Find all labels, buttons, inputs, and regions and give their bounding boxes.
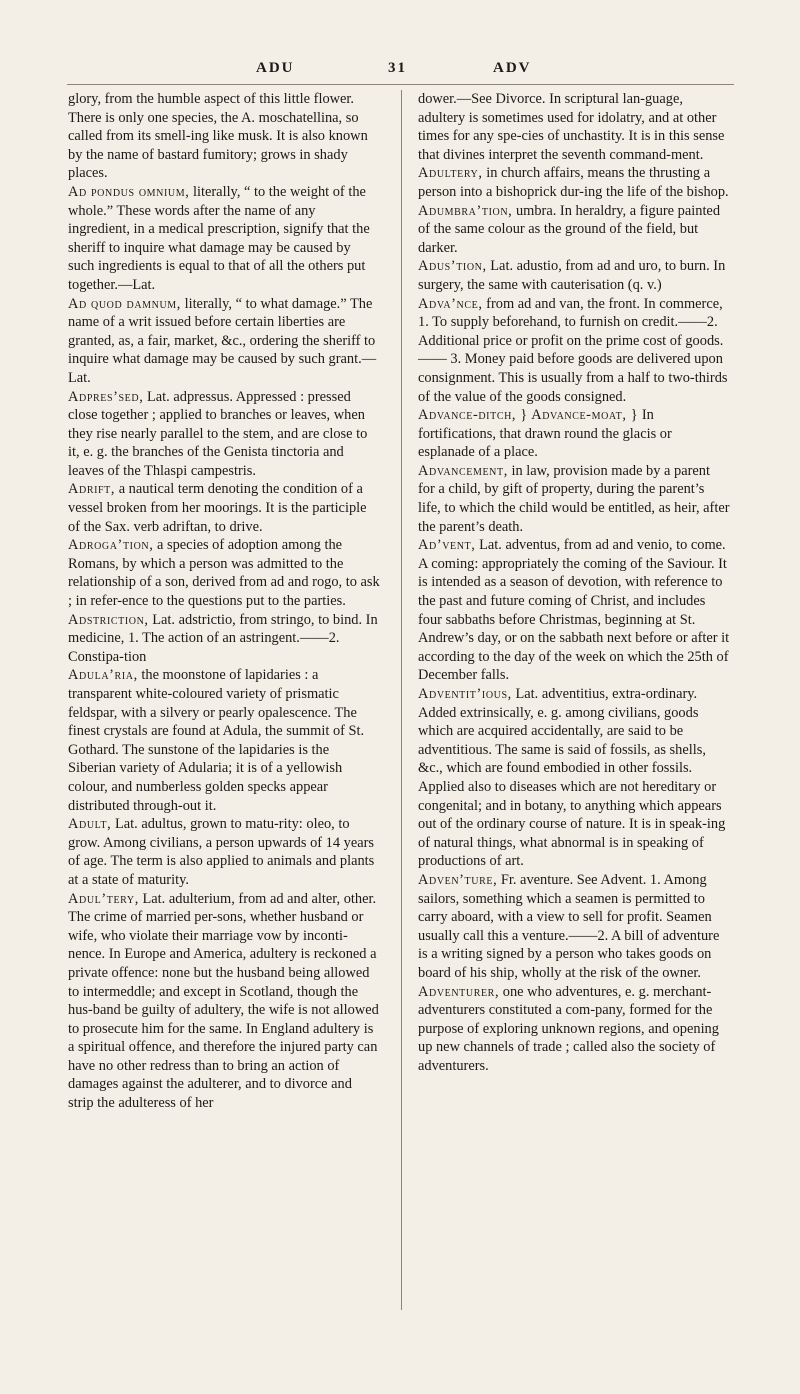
entry-text: in law, provision made by a parent for a child, by gift of property, during the parent’s life, to which the child would be entitled, as heir, after the parent’s death. [418, 462, 730, 535]
entry-headword: Ad’vent, [418, 537, 476, 554]
entry [68, 480, 380, 536]
entry [418, 90, 730, 164]
entry-text: a species of adoption among the Romans, by which a person was admitted to the relationship of a son, derived from ad and rogo, to ask ; in refer-ence to the questions put to the parties. [68, 537, 380, 610]
entry-text: a nautical term denoting the condition of a vessel broken from her moorings. It is the participle of the Sax. verb adriftan, to drive. [68, 481, 367, 535]
entry-headword: Advance-ditch, } Advance-moat, } [418, 407, 639, 424]
entry-headword: Adroga’tion, [68, 537, 154, 554]
entry [418, 536, 730, 685]
entry-headword: Adven’ture, [418, 871, 498, 888]
entry-headword: Adpres’sed, [68, 388, 144, 405]
entry-text: Lat. adstrictio, from stringo, to bind. In medicine, 1. The action of an astringent.——2. Constipa-tion [68, 611, 378, 665]
right-column [418, 90, 730, 1075]
entry-headword: Adventit’ious, [418, 686, 512, 702]
entry-headword: Adva’nce, [418, 295, 483, 312]
entry [418, 406, 730, 462]
header-rule [67, 84, 734, 85]
entry-headword: Adult, [68, 816, 112, 833]
entry-text: Lat. adultus, grown to matu-rity: oleo, to grow. Among civilians, a person upwards of 14 years of age. The term is also applied to animals and plants at a state of maturity. [68, 816, 375, 888]
left-column [68, 90, 380, 1113]
entry-text: In fortifications, that drawn round the glacis or esplanade of a place. [418, 407, 672, 461]
entry-headword: Adumbra’tion, [418, 202, 513, 219]
running-head-right: ADV [493, 60, 532, 76]
entry-text: from ad and van, the front. In commerce, 1. To supply beforehand, to furnish on credit.——2. Additional price or profit on the prime cost of goods.—— 3. Money paid before goods are delivered upon consignment. This is usually from a half to two-thirds of the value of the goods consigned. [418, 295, 728, 405]
entry-text: glory, from the humble aspect of this little flower. There is only one species, the A. moschatellina, so called from its smell-ing like musk. It is also known by the name of bastard fumitory; grows in shady places. [68, 91, 368, 182]
entry-text: umbra. In heraldry, a figure painted of the same colour as the ground of the field, but darker. [418, 202, 721, 256]
running-head [0, 60, 800, 84]
running-head-left: ADU [256, 60, 295, 76]
entry [68, 183, 380, 295]
entry [418, 983, 730, 1076]
entry [68, 890, 380, 1113]
entry-headword: Advancement, [418, 462, 508, 479]
entry-headword: Adrift, [68, 481, 116, 498]
entry [68, 388, 380, 481]
entry-text: Lat. adpressus. Appressed : pressed close together ; applied to branches or leaves, when they rise nearly parallel to the stem, and are close to it, e. g. the branches of the Genista tinctoria and leaves of the Thlaspi campestris. [68, 388, 368, 479]
entry [418, 462, 730, 536]
entry [68, 295, 380, 388]
entry-text: Lat. adulterium, from ad and alter, other. The crime of married per-sons, whether husband or wife, who violate their marriage vow by inconti-nence. In Europe and America, adultery is reckoned a private offence: none but the husband being allowed to intermeddle; and except in Scotland, though the hus-band be guilty of adultery, the wife is not allowed to prosecute him for the same. In England adultery is a spiritual offence, and therefore the injured party can have no other redress than to bring an action of damages against the adulterer, and to divorce and strip the adulteress of her [68, 890, 379, 1112]
entry-headword: Ad quod damnum, [68, 295, 181, 312]
entry-text: in church affairs, means the thrusting a person into a bishoprick dur-ing the life of the bishop. [418, 165, 729, 200]
entry-text: the moonstone of lapidaries : a transparent white-coloured variety of prismatic feldspar, with a silvery or pearly opalescence. The finest crystals are found at Adula, the summit of St. Gothard. The sunstone of the lapidaries is the Siberian variety of Adularia; it is of a yellowish colour, and numberless golden specks appear distributed through-out it. [68, 667, 365, 814]
entry [418, 257, 730, 294]
column-divider [401, 90, 402, 1310]
entry [418, 295, 730, 407]
entry [68, 611, 380, 667]
entry [68, 815, 380, 889]
entry-headword: Adul’tery, [68, 890, 139, 907]
entry-text: dower.—See Divorce. In scriptural lan-guage, adultery is sometimes used for idolatry, and at other times for any spe-cies of unchastity. It is in this sense that divines interpret the seventh command-ment. [418, 91, 725, 163]
entry-text: Fr. aventure. See Advent. 1. Among sailors, something which a seamen is permitted to carry aboard, with a view to sell for profit. Seamen usually call this a venture.——2. A bill of adventure is a writing signed by a person who takes goods on board of his ship, wholly at the risk of the owner. [418, 871, 720, 981]
page-number: 31 [388, 60, 407, 76]
entry [418, 871, 730, 983]
entry [418, 685, 730, 871]
entry-text: Lat. adustio, from ad and uro, to burn. In surgery, the same with cauterisation (q. v.) [418, 258, 726, 293]
entry-text: Lat. adventitius, extra-ordinary. Added extrinsically, e. g. among civilians, goods which are acquired accidentally, are said to be adventitious. The same is said of fossils, as shells, &c., which are found embodied in other fossils. Applied also to diseases which are not hereditary or congenital; and in botany, to anything which appears out of the ordinary course of nature. It is in speak-ing of natural things, what abnormal is in speaking of productions of art. [418, 686, 726, 870]
entry [68, 90, 380, 183]
entry [418, 164, 730, 201]
entry-text: literally, “ to the weight of the whole.” These words after the name of any ingredient, in a medical prescription, signify that the sheriff to inquire what damage may be caused by such ingredients is equal to that of all the others put together.—Lat. [68, 183, 370, 293]
entry [68, 666, 380, 815]
entry-headword: Adula’ria, [68, 667, 138, 684]
entry-text: literally, “ to what damage.” The name of a writ issued before certain liberties are granted, as, a fair, market, &c., ordering the sheriff to inquire what damage may be caused by such grant.—Lat. [68, 295, 377, 386]
entry-headword: Adus’tion, [418, 258, 487, 275]
entry [418, 202, 730, 258]
entry-text: one who adventures, e. g. merchant-adventurers constituted a com-pany, formed for the purpose of exploring unknown regions, and opening up new channels of trade ; called also the society of adventurers. [418, 983, 719, 1074]
entry-headword: Adstriction, [68, 611, 149, 628]
entry-headword: Adventurer, [418, 983, 500, 1000]
entry-headword: Adultery, [418, 165, 483, 182]
entry-text: Lat. adventus, from ad and venio, to come. A coming: appropriately the coming of the Saviour. It is intended as a season of devotion, with reference to the past and future coming of Christ, and includes four sabbaths before Christmas, beginning at St. Andrew’s day, or on the sabbath next before or after it according to the day of the week on which the 25th of December falls. [418, 537, 730, 684]
entry [68, 536, 380, 610]
entry-headword: Ad pondus omnium, [68, 183, 190, 200]
